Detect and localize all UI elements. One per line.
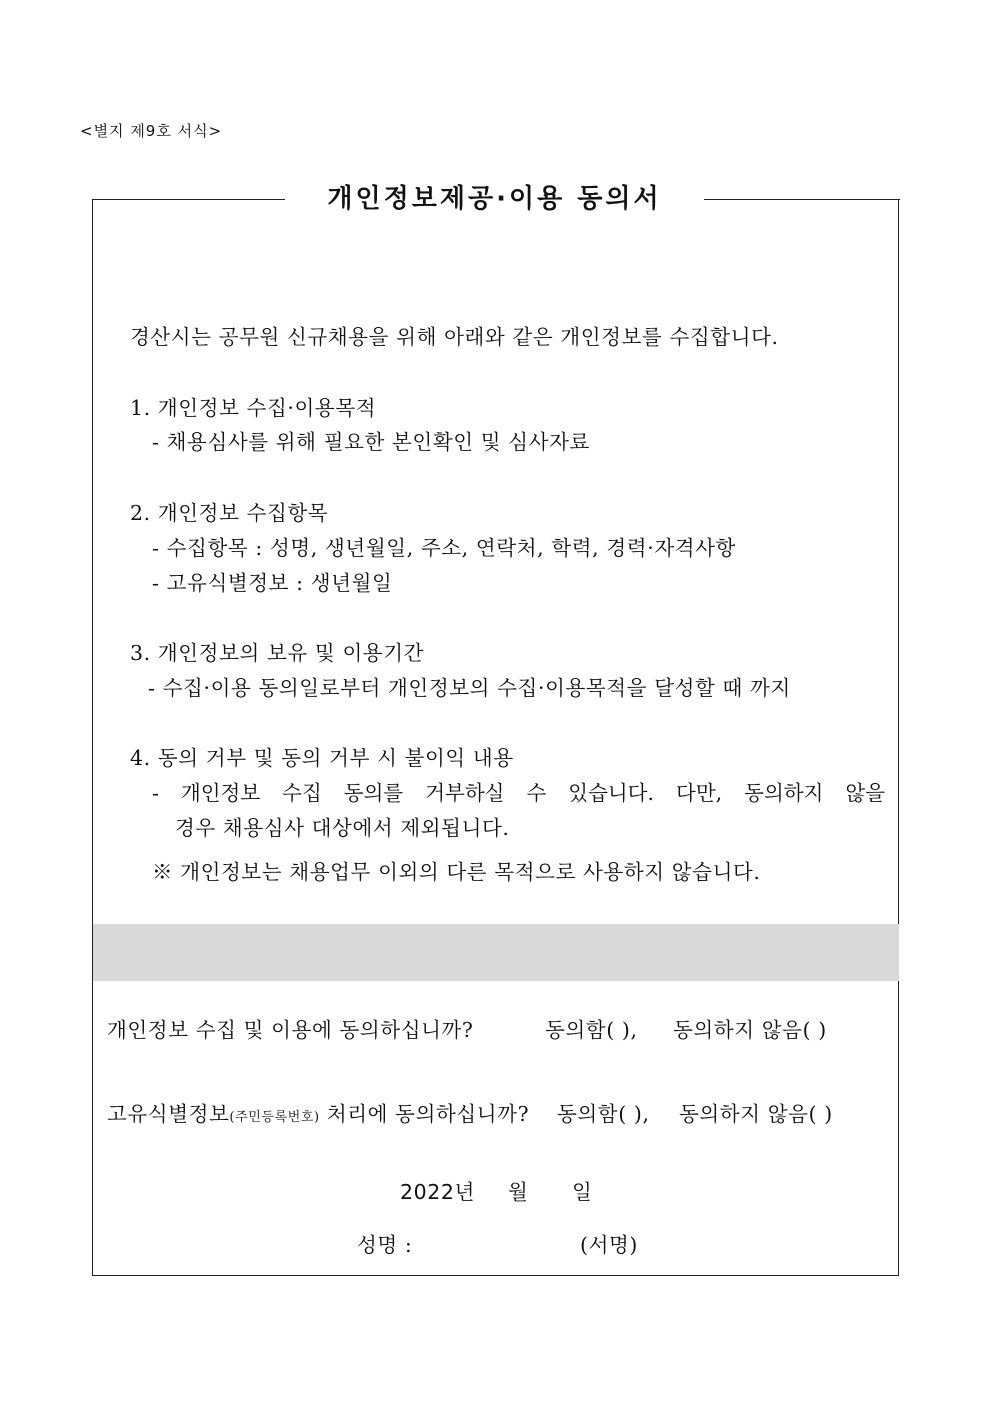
separator-bar: [93, 924, 899, 981]
name-label: 성명 :: [357, 1233, 413, 1257]
section-4-line-2: 경우 채용심사 대상에서 제외됩니다.: [175, 816, 510, 840]
consent-1-question: 개인정보 수집 및 이용에 동의하십니까?: [107, 1018, 474, 1042]
consent-1-disagree-option[interactable]: 동의하지 않음( ): [673, 1018, 827, 1042]
form-number-label: <별지 제9호 서식>: [80, 122, 223, 140]
date-month: 월: [508, 1180, 529, 1204]
date-day: 일: [572, 1180, 593, 1204]
document-title: 개인정보제공·이용 동의서: [327, 184, 662, 214]
consent-2-question-note: (주민등록번호): [229, 1110, 320, 1125]
section-1-line-1: - 채용심사를 위해 필요한 본인확인 및 심사자료: [152, 430, 590, 454]
intro-text: 경산시는 공무원 신규채용을 위해 아래와 같은 개인정보를 수집합니다.: [130, 325, 779, 349]
section-4-line-1: - 개인정보 수집 동의를 거부하실 수 있습니다. 다만, 동의하지 않을: [152, 781, 885, 805]
section-2-line-1: - 수집항목 : 성명, 생년월일, 주소, 연락처, 학력, 경력·자격사항: [152, 536, 736, 560]
consent-2-disagree-option[interactable]: 동의하지 않음( ): [679, 1102, 833, 1126]
consent-1-agree-option[interactable]: 동의함( ),: [545, 1018, 638, 1042]
section-4-heading: 4. 동의 거부 및 동의 거부 시 불이익 내용: [130, 746, 514, 770]
title-rule-left: [92, 199, 285, 200]
section-2-heading: 2. 개인정보 수집항목: [130, 501, 329, 525]
consent-2-agree-option[interactable]: 동의함( ),: [557, 1102, 650, 1126]
consent-2-question: [107, 1097, 529, 1127]
consent-2-question-rest: 처리에 동의하십니까?: [319, 1102, 530, 1126]
consent-2-question-main: 고유식별정보: [107, 1102, 230, 1126]
date-year: 2022년: [400, 1180, 475, 1204]
signature-label: (서명): [580, 1233, 639, 1257]
section-2-line-2: - 고유식별정보 : 생년월일: [152, 571, 393, 595]
notice-note: ※ 개인정보는 채용업무 이외의 다른 목적으로 사용하지 않습니다.: [152, 860, 761, 884]
section-1-heading: 1. 개인정보 수집·이용목적: [130, 396, 377, 420]
section-3-heading: 3. 개인정보의 보유 및 이용기간: [130, 641, 425, 665]
section-3-line-1: - 수집·이용 동의일로부터 개인정보의 수집·이용목적을 달성할 때 까지: [148, 676, 791, 700]
title-rule-right: [704, 199, 900, 200]
